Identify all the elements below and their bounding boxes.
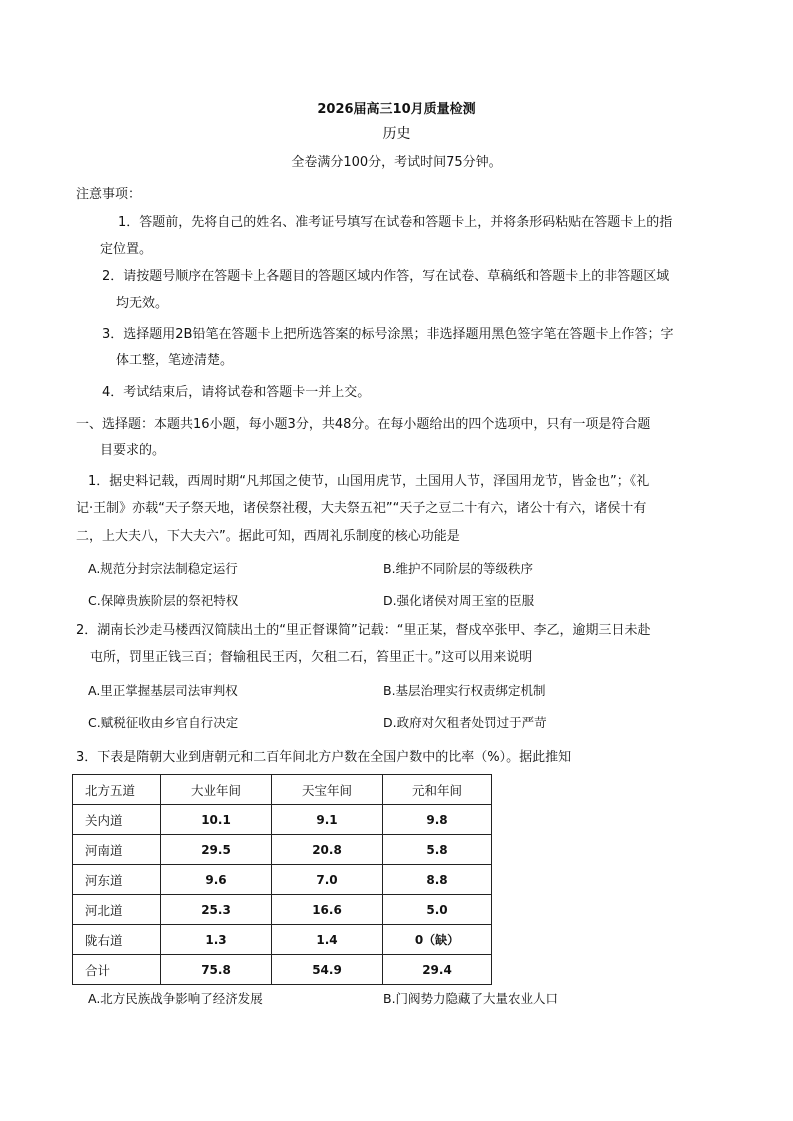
table-row-total [73,955,492,985]
question-1-option-d[interactable]: D.强化诸侯对周王室的臣服 [383,593,535,608]
question-1-option-c[interactable]: C.保障贵族阶层的祭祀特权 [88,593,239,608]
score-time-info: 全卷满分100分，考试时间75分钟。 [291,155,502,170]
table-header-cell: 大业年间 [161,775,272,805]
question-2-option-b[interactable]: B.基层治理实行权责绑定机制 [383,683,546,698]
subject-title: 历史 [382,126,411,142]
table-row [73,925,492,955]
table-cell: 75.8 [161,955,272,985]
section-heading-cont: 目要求的。 [100,443,166,458]
table-cell: 5.0 [383,895,492,925]
table-row [73,895,492,925]
table-row [73,835,492,865]
question-2-stem: 2．湖南长沙走马楼西汉简牍出土的“里正督课简”记载：“里正某，督戍卒张甲、李乙，逾期三日未赴 [76,623,651,638]
notice-item-1-cont: 定位置。 [100,242,153,257]
household-ratio-table [72,774,492,985]
table-cell-region: 合计 [73,955,161,985]
question-1-option-a[interactable]: A.规范分封宗法制稳定运行 [88,561,238,576]
table-cell: 16.6 [272,895,383,925]
question-2-stem-line2: 屯所，罚里正钱三百；督输租民王丙，欠租二石，笞里正十。”这可以用来说明 [90,650,533,665]
question-1-stem: 1．据史料记载，西周时期“凡邦国之使节，山国用虎节，土国用人节，泽国用龙节，皆金也”；《礼 [88,474,650,489]
table-cell: 20.8 [272,835,383,865]
question-1-option-b[interactable]: B.维护不同阶层的等级秩序 [383,561,534,576]
notice-item-3: 3．选择题用2B铅笔在答题卡上把所选答案的标号涂黑；非选择题用黑色签字笔在答题卡上作答；字 [102,327,674,342]
exam-title: 2026届高三10月质量检测 [317,102,476,117]
question-1-stem-line2: 记·王制》亦载“天子祭天地，诸侯祭社稷，大夫祭五祀”“天子之豆二十有六，诸公十有六，诸侯十有 [76,501,647,516]
table-cell: 29.5 [161,835,272,865]
question-2-option-a[interactable]: A.里正掌握基层司法审判权 [88,683,238,698]
table-header-cell: 北方五道 [73,775,161,805]
table-header-row [73,775,492,805]
table-cell: 54.9 [272,955,383,985]
table-row [73,865,492,895]
table-header-cell: 天宝年间 [272,775,383,805]
table-cell: 9.6 [161,865,272,895]
table-cell: 25.3 [161,895,272,925]
table-cell: 1.4 [272,925,383,955]
table-cell: 0（缺） [383,925,492,955]
table-header-cell: 元和年间 [383,775,492,805]
notice-item-4: 4．考试结束后，请将试卷和答题卡一并上交。 [102,385,371,400]
table-cell: 1.3 [161,925,272,955]
table-cell: 29.4 [383,955,492,985]
table-cell-region: 陇右道 [73,925,161,955]
notice-heading: 注意事项： [76,187,142,202]
notice-item-2-cont: 均无效。 [116,296,169,311]
question-3-option-a[interactable]: A.北方民族战争影响了经济发展 [88,991,263,1006]
table-cell-region: 河北道 [73,895,161,925]
section-heading: 一、选择题：本题共16小题，每小题3分，共48分。在每小题给出的四个选项中，只有一项是符合题 [76,417,651,432]
question-2-option-d[interactable]: D.政府对欠租者处罚过于严苛 [383,715,547,730]
question-2-option-c[interactable]: C.赋税征收由乡官自行决定 [88,715,239,730]
table-cell: 9.1 [272,805,383,835]
table-cell: 5.8 [383,835,492,865]
table-cell-region: 河南道 [73,835,161,865]
notice-item-1: 1．答题前，先将自己的姓名、准考证号填写在试卷和答题卡上，并将条形码粘贴在答题卡上的指 [118,215,673,230]
notice-item-3-cont: 体工整，笔迹清楚。 [116,353,234,368]
question-1-stem-line3: 二，上大夫八，下大夫六”。据此可知，西周礼乐制度的核心功能是 [76,529,460,544]
table-cell-region: 关内道 [73,805,161,835]
table-cell-region: 河东道 [73,865,161,895]
table-row [73,805,492,835]
table-cell: 10.1 [161,805,272,835]
question-3-stem: 3．下表是隋朝大业到唐朝元和二百年间北方户数在全国户数中的比率（%）。据此推知 [76,750,572,765]
notice-item-2: 2．请按题号顺序在答题卡上各题目的答题区域内作答，写在试卷、草稿纸和答题卡上的非答题区域 [102,269,670,284]
question-3-option-b[interactable]: B.门阀势力隐藏了大量农业人口 [383,991,559,1006]
table-cell: 8.8 [383,865,492,895]
table-cell: 9.8 [383,805,492,835]
table-cell: 7.0 [272,865,383,895]
